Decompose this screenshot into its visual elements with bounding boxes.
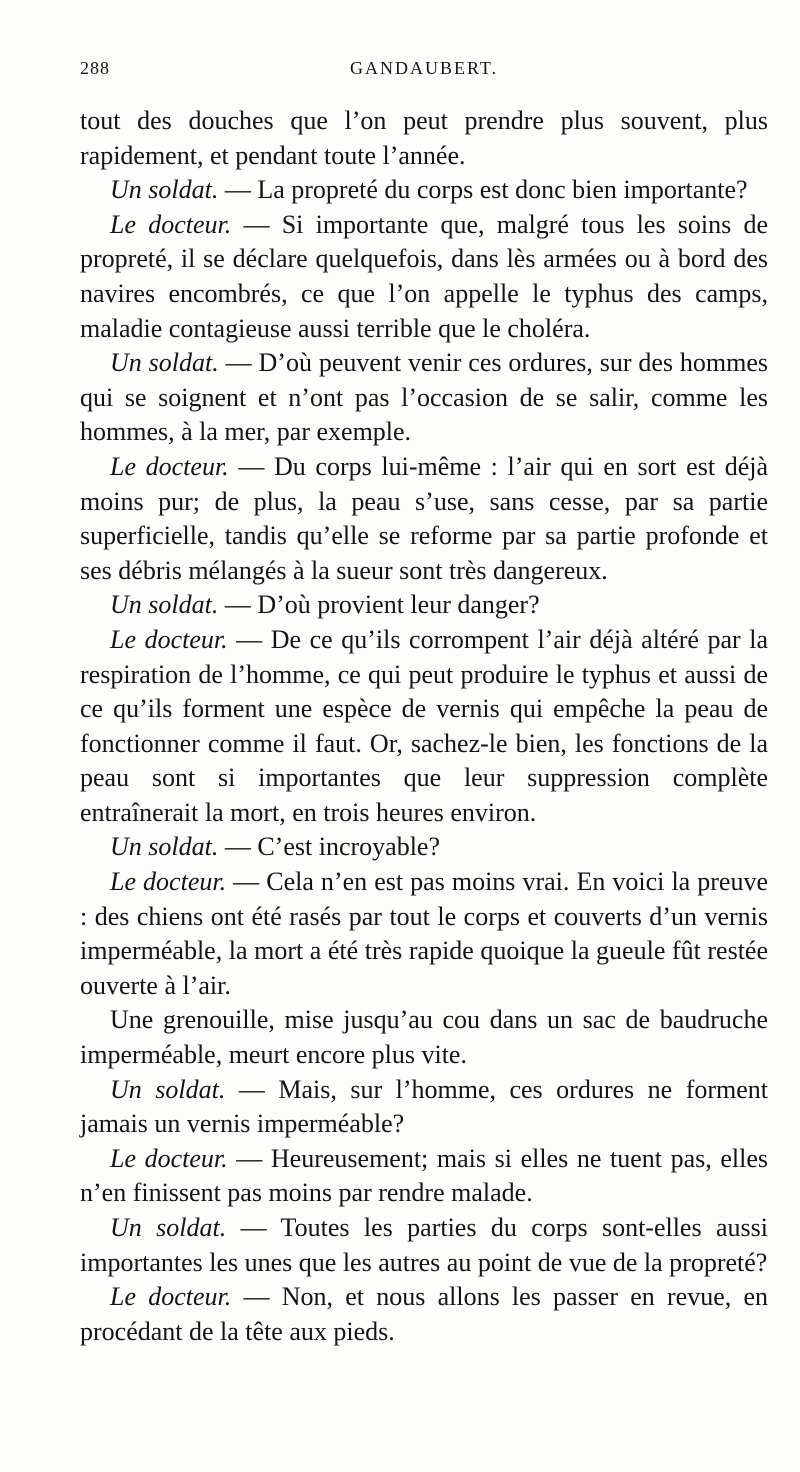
running-head	[80, 58, 768, 98]
body-text	[80, 104, 768, 1349]
paragraph-text: Une grenouille, mise jusqu’au cou dans un sac de baudruche imperméable, meurt encore plus vite.	[80, 1005, 768, 1070]
speaker-label: Le docteur.	[110, 451, 229, 481]
speaker-label: Un soldat.	[110, 590, 219, 620]
paragraph-text: — Mais, sur l’homme, ces ordures ne forment jamais un vernis imperméable?	[80, 1074, 768, 1139]
paragraph-2	[80, 173, 768, 208]
paragraph-3	[80, 208, 768, 346]
paragraph-13	[80, 1211, 768, 1280]
paragraph-10	[80, 1003, 768, 1072]
paragraph-14	[80, 1280, 768, 1349]
speaker-label: Le docteur.	[110, 1282, 232, 1312]
paragraph-text: — De ce qu’ils corrompent l’air déjà altéré par la respiration de l’homme, ce qui peut produire le typhus et aussi de ce qu’ils forment une espèce de vernis qui empêche la peau de fonctionner comme il faut. Or, sachez-le bien, les fonctions de la peau sont si importantes que leur suppression complète entraînerait la mort, en trois heures environ.	[80, 624, 768, 827]
paragraph-text: — D’où peuvent venir ces ordures, sur des hommes qui se soignent et n’ont pas l’occasion de se salir, comme les hommes, à la mer, par exemple.	[80, 348, 769, 447]
speaker-label: Un soldat.	[110, 175, 219, 205]
paragraph-text: — Toutes les parties du corps sont-elles aussi importantes les unes que les autres au point de vue de la propreté?	[80, 1213, 768, 1277]
paragraph-text: — Du corps lui-même : l’air qui en sort est déjà moins pur; de plus, la peau s’use, sans cesse, par sa partie superficielle, tandis qu’elle se reforme par sa partie profonde et ses débris mélangés à la sueur sont très dangereux.	[80, 451, 769, 585]
paragraph-12	[80, 1142, 768, 1211]
paragraph-8	[80, 830, 768, 865]
speaker-label: Un soldat.	[110, 832, 219, 862]
paragraph-text: — Cela n’en est pas moins vrai. En voici la preuve : des chiens ont été rasés par tout le corps et couverts d’un vernis imperméable, la mort a été très rapide quoique la gueule fût restée ouverte à l’air.	[80, 867, 768, 1000]
paragraph-text: — D’où provient leur danger?	[224, 590, 540, 620]
paragraph-4	[80, 346, 768, 450]
speaker-label: Un soldat.	[110, 1074, 226, 1104]
paragraph-text: tout des douches que l’on peut prendre plus souvent, plus rapidement, et pendant toute l’année.	[80, 106, 768, 170]
speaker-label: Un soldat.	[110, 1213, 227, 1242]
paragraph-text: — Si importante que, malgré tous les soins de propreté, il se déclare quelquefois, dans lès armées ou à bord des navires encombrés, ce que l’on appelle le typhus des camps, maladie contagieuse aussi terrible que le choléra.	[80, 209, 768, 343]
paragraph-text: — La propreté du corps est donc bien importante?	[224, 175, 748, 205]
speaker-label: Le docteur.	[110, 867, 227, 897]
paragraph-11	[80, 1073, 768, 1142]
paragraph-5	[80, 450, 768, 588]
running-title: GANDAUBERT.	[349, 58, 499, 78]
paragraph-7	[80, 623, 768, 831]
paragraph-text: — Heureusement; mais si elles ne tuent pas, elles n’en finissent pas moins par rendre malade.	[80, 1143, 769, 1208]
book-page	[80, 0, 768, 1472]
paragraph-text: — C’est incroyable?	[224, 832, 440, 862]
paragraph-1	[80, 104, 768, 173]
paragraph-6	[80, 588, 768, 623]
paragraph-9	[80, 865, 768, 1003]
paragraph-text: — Non, et nous allons les passer en revue, en procédant de la tête aux pieds.	[80, 1282, 768, 1346]
speaker-label: Le docteur.	[110, 1143, 228, 1173]
speaker-label: Le docteur.	[110, 209, 232, 239]
speaker-label: Le docteur.	[110, 624, 228, 654]
page-number: 288	[80, 58, 110, 78]
speaker-label: Un soldat.	[110, 348, 219, 378]
